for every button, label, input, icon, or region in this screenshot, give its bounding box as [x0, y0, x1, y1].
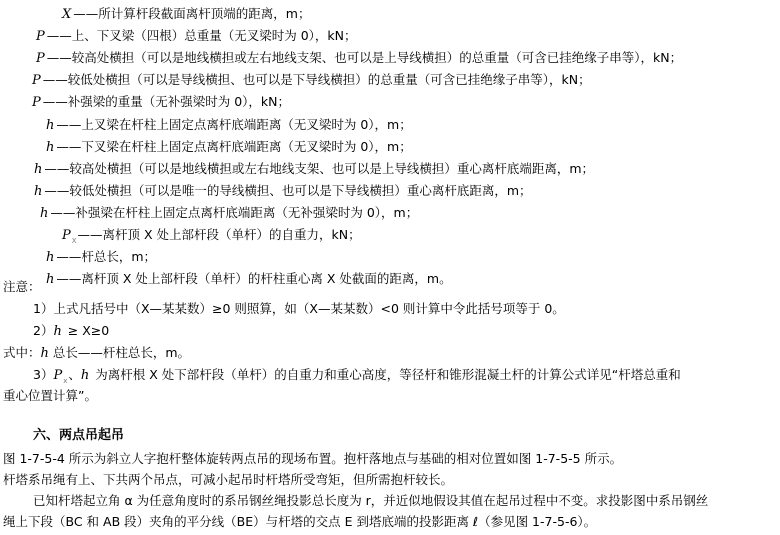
- definition-symbol: P: [32, 95, 41, 111]
- definition-text: ——较高处横担（可以是地线横担或左右地线支架、也可以是上导线横担）重心离杆底端距离，m；: [44, 160, 595, 176]
- definition-symbol: h: [46, 250, 55, 266]
- section-para-1: 图 1-7-5-4 所示为斜立人字抱杆整体旋转两点吊的现场布置。抱杆落地点与基础的相对位置如图 1-7-5-5 所示。: [3, 451, 623, 466]
- definition-symbol: h: [46, 272, 55, 288]
- definition-item: [36, 49, 682, 69]
- definition-symbol: h: [34, 161, 43, 177]
- definition-item: [46, 116, 412, 136]
- section-heading: 六、两点吊起吊: [33, 428, 125, 443]
- definition-text: ——补强梁在杆柱上固定点离杆底端距离（无补强梁时为 0），m；: [50, 204, 419, 220]
- definition-text: ——上叉梁在杆柱上固定点离杆底端距离（无叉梁时为 0），m；: [56, 116, 412, 132]
- definition-text: ——较低处横担（可以是唯一的导线横担、也可以是下导线横担）重心离杆底距离，m；: [44, 182, 532, 198]
- section-para-3: 已知杆塔起立角 α 为任意角度时的系吊钢丝绳投影总长度为 r，并近似地假设其值在起吊过程中不变。求投影图中系吊钢丝: [33, 493, 709, 508]
- definition-text: ——上、下叉梁（四根）总重量（无叉梁时为 0），kN；: [46, 28, 357, 44]
- definition-item: [62, 5, 310, 25]
- definition-text: ——较低处横担（可以是导线横担、也可以是下导线横担）的总重量（可含已挂绝缘子串等），kN；: [42, 72, 591, 88]
- note-2: 2）h ≥ X≥0: [33, 323, 110, 339]
- definition-symbol: h: [46, 139, 55, 155]
- definition-symbol: h: [46, 117, 55, 133]
- definition-item: [34, 160, 594, 180]
- definition-symbol: h: [34, 183, 43, 199]
- definition-symbol: P: [62, 228, 71, 243]
- definition-symbol: P: [36, 51, 45, 67]
- definition-text: ——杆总长，m；: [56, 249, 157, 265]
- definition-text: ——所计算杆段截面离杆顶端的距离，m；: [73, 6, 311, 21]
- definition-item: [46, 138, 412, 158]
- definition-item: [46, 248, 156, 268]
- definition-item: [46, 270, 452, 290]
- note-3-cont: 重心位置计算”。: [3, 388, 97, 403]
- section-para-4: 绳上下段（BC 和 AB 段）夹角的平分线（BE）与杆塔的交点 E 到塔底端的投影距离 ℓ（参见图 1-7-5-6）。: [3, 514, 597, 529]
- definition-symbol: h: [40, 205, 49, 221]
- definition-item: [32, 71, 591, 91]
- definition-text: ——较高处横担（可以是地线横担或左右地线支架、也可以是上导线横担）的总重量（可含已挂绝缘子串等），kN；: [46, 50, 683, 66]
- definition-text: ——离杆顶 X 处上部杆段（单杆）的杆柱重心离 X 处截面的距离，m。: [56, 271, 452, 287]
- definition-symbol: P: [32, 73, 41, 89]
- notes-title: 注意：: [3, 279, 41, 294]
- definition-item: [34, 182, 532, 202]
- note-3: $3)P_x$、h 为离杆根 X 处下部杆段（单杆）的自重力和重心高度，等径杆和锥形混凝土杆的计算公式详见“杆塔总重和: [33, 367, 681, 385]
- definition-subscript: X: [71, 237, 77, 245]
- formula-line: 式中：h 总长——杆柱总长，m。: [3, 345, 191, 361]
- definition-symbol: P: [36, 29, 45, 45]
- definition-item: [36, 27, 357, 47]
- definition-item: [40, 204, 418, 224]
- definition-item: [32, 93, 290, 113]
- definition-text: ——离杆顶 X 处上部杆段（单杆）的自重力，kN；: [77, 227, 361, 242]
- definition-item: [62, 226, 361, 246]
- definition-symbol: X: [62, 7, 72, 22]
- note-1: 1）上式凡括号中（X—某某数）≥0 则照算，如（X—某某数）<0 则计算中令此括号项等于 0。: [33, 301, 565, 316]
- section-para-2: 杆塔系吊绳有上、下共两个吊点，可减小起吊时杆塔所受弯矩，但所需抱杆较长。: [3, 472, 454, 487]
- definition-text: ——下叉梁在杆柱上固定点离杆底端距离（无叉梁时为 0），m；: [56, 138, 412, 154]
- definition-text: ——补强梁的重量（无补强梁时为 0），kN；: [42, 94, 291, 110]
